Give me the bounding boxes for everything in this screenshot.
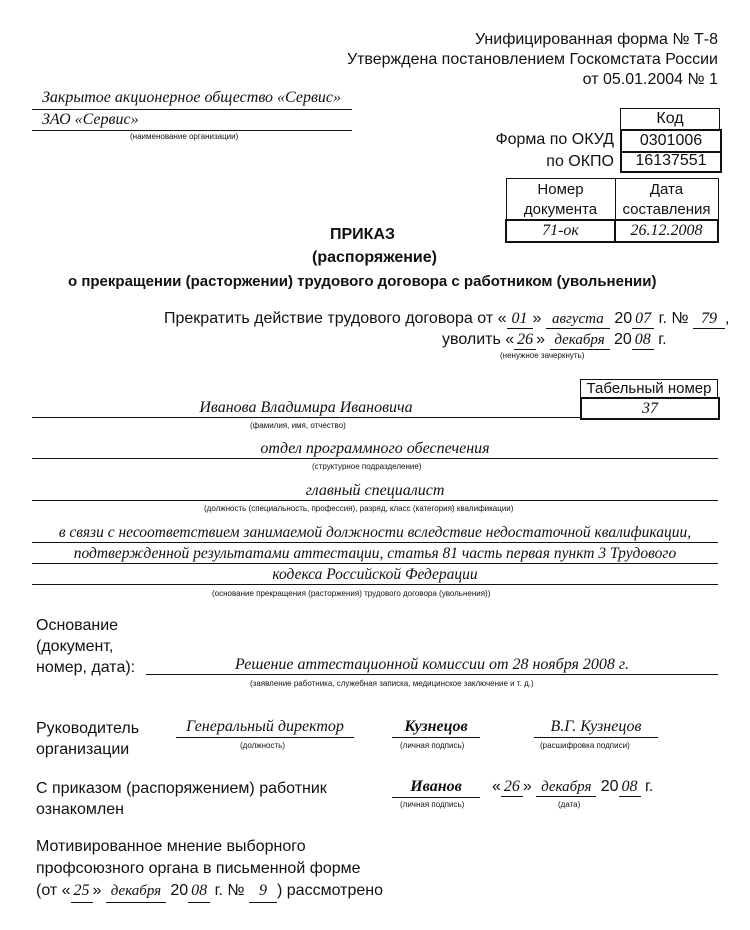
doc-date-header-1: Дата (615, 179, 718, 200)
contract-day: 01 (507, 310, 533, 329)
basis-caption: (заявление работника, служебная записка, медицинское заключение и т. д.) (250, 679, 534, 688)
union-quote-close: » (92, 882, 102, 899)
acquainted-month: декабря (536, 779, 596, 797)
union-day: 25 (71, 880, 93, 903)
doc-table (505, 178, 719, 243)
contract-comma: , (724, 310, 730, 327)
head-signature: Кузнецов (404, 718, 468, 735)
dismiss-day: 26 (514, 331, 536, 350)
acquainted-date-caption: (дата) (558, 800, 581, 809)
contract-year: 07 (632, 310, 654, 329)
reason-line1: в связи с несоответствием занимаемой должности вследствие недостаточной квалификации, (58, 524, 692, 541)
org-name-full: Закрытое акционерное общество «Сервис» (42, 89, 341, 106)
acquainted-quote-close: » (522, 778, 532, 795)
acquainted-label (36, 778, 327, 820)
basis-value: Решение аттестационной комиссии от 28 ноября 2008 г. (235, 656, 629, 673)
termination-line (164, 310, 729, 329)
employee-position: главный специалист (305, 482, 445, 499)
dismiss-line (442, 331, 667, 350)
acquainted-date (492, 778, 653, 797)
union-year-prefix: 20 (170, 882, 189, 899)
employee-signature: Иванов (410, 778, 462, 795)
head-label-2: организации (36, 741, 130, 758)
position-caption: (должность (специальность, профессия), разряд, класс (категория) квалификации) (204, 504, 514, 513)
contract-num-label: г. № (658, 310, 689, 327)
strike-caption: (ненужное зачеркнуть) (500, 351, 585, 360)
head-position-caption: (должность) (240, 741, 285, 750)
tab-number-header: Табельный номер (580, 379, 718, 399)
contract-quote-close: » (532, 310, 542, 327)
acquainted-year: 08 (619, 778, 641, 797)
union-line1: Мотивированное мнение выборного (36, 838, 306, 855)
acquainted-label-2: ознакомлен (36, 801, 124, 818)
basis-label-2: (документ, (36, 638, 114, 655)
basis-label (36, 615, 135, 678)
contract-month: августа (546, 311, 610, 329)
termination-prefix: Прекратить действие трудового договора от « (164, 310, 507, 327)
contract-number: 79 (693, 310, 725, 329)
union-line3 (36, 880, 383, 903)
title-subject: о прекращении (расторжении) трудового договора с работником (увольнении) (68, 273, 657, 290)
reason-line2: подтвержденной результатами аттестации, статья 81 часть первая пункт 3 Трудового (73, 545, 677, 562)
doc-number-header-1: Номер (506, 179, 615, 200)
acquainted-label-1: С приказом (распоряжением) работник (36, 780, 327, 797)
dismiss-suffix: г. (658, 331, 667, 348)
union-month: декабря (106, 880, 166, 903)
union-number: 9 (249, 880, 277, 903)
department-caption: (структурное подразделение) (312, 462, 422, 471)
union-line2: профсоюзного органа в письменной форме (36, 860, 361, 877)
form-header-line3: от 05.01.2004 № 1 (582, 71, 718, 88)
org-caption: (наименование организации) (130, 132, 239, 141)
head-label (36, 718, 139, 760)
dismiss-year: 08 (632, 331, 654, 350)
basis-label-1: Основание (36, 617, 119, 634)
okpo-value: 16137551 (620, 151, 722, 173)
reason-line3: кодекса Российской Федерации (272, 566, 478, 583)
acquainted-quote-open: « (492, 778, 501, 795)
codes-header: Код (620, 108, 720, 129)
acquainted-day: 26 (501, 778, 523, 797)
head-signature-caption: (личная подпись) (400, 741, 465, 750)
head-label-1: Руководитель (36, 720, 140, 737)
doc-number: 71-ок (506, 220, 615, 242)
head-decoded: В.Г. Кузнецов (550, 718, 642, 735)
acquainted-year-prefix: 20 (600, 778, 619, 795)
acquainted-suffix: г. (644, 778, 654, 795)
okud-label: Форма по ОКУД (495, 131, 614, 148)
dismiss-month: декабря (550, 332, 610, 350)
doc-date-header-2: составления (615, 199, 718, 220)
form-header-line2: Утверждена постановлением Госкомстата России (346, 51, 718, 68)
employee-name: Иванова Владимира Ивановича (199, 399, 413, 416)
employee-department: отдел программного обеспечения (260, 440, 490, 457)
title-main: ПРИКАЗ (330, 226, 396, 243)
head-decoded-caption: (расшифровка подписи) (540, 741, 630, 750)
dismiss-prefix: уволить « (442, 331, 515, 348)
reason-caption: (основание прекращения (расторжения) трудового договора (увольнения)) (212, 589, 491, 598)
union-num-label: г. № (214, 882, 245, 899)
tab-number-value: 37 (580, 397, 720, 420)
contract-year-prefix: 20 (614, 310, 633, 327)
head-position: Генеральный директор (186, 718, 344, 735)
org-name-short: ЗАО «Сервис» (42, 111, 139, 128)
dismiss-quote-close: » (536, 331, 546, 348)
okud-value: 0301006 (620, 129, 722, 153)
union-block (36, 836, 383, 903)
doc-date: 26.12.2008 (615, 220, 718, 242)
doc-number-header-2: документа (506, 199, 615, 220)
union-suffix: ) рассмотрено (277, 882, 383, 899)
union-prefix: (от « (36, 882, 71, 899)
form-header (347, 30, 718, 90)
union-year: 08 (188, 880, 210, 903)
employee-signature-caption: (личная подпись) (400, 800, 465, 809)
basis-label-3: номер, дата): (36, 659, 136, 676)
okpo-label: по ОКПО (546, 153, 614, 170)
employee-name-caption: (фамилия, имя, отчество) (250, 421, 346, 430)
title-sub: (распоряжение) (312, 249, 437, 266)
form-header-line1: Унифицированная форма № Т-8 (474, 31, 718, 48)
dismiss-year-prefix: 20 (613, 331, 632, 348)
